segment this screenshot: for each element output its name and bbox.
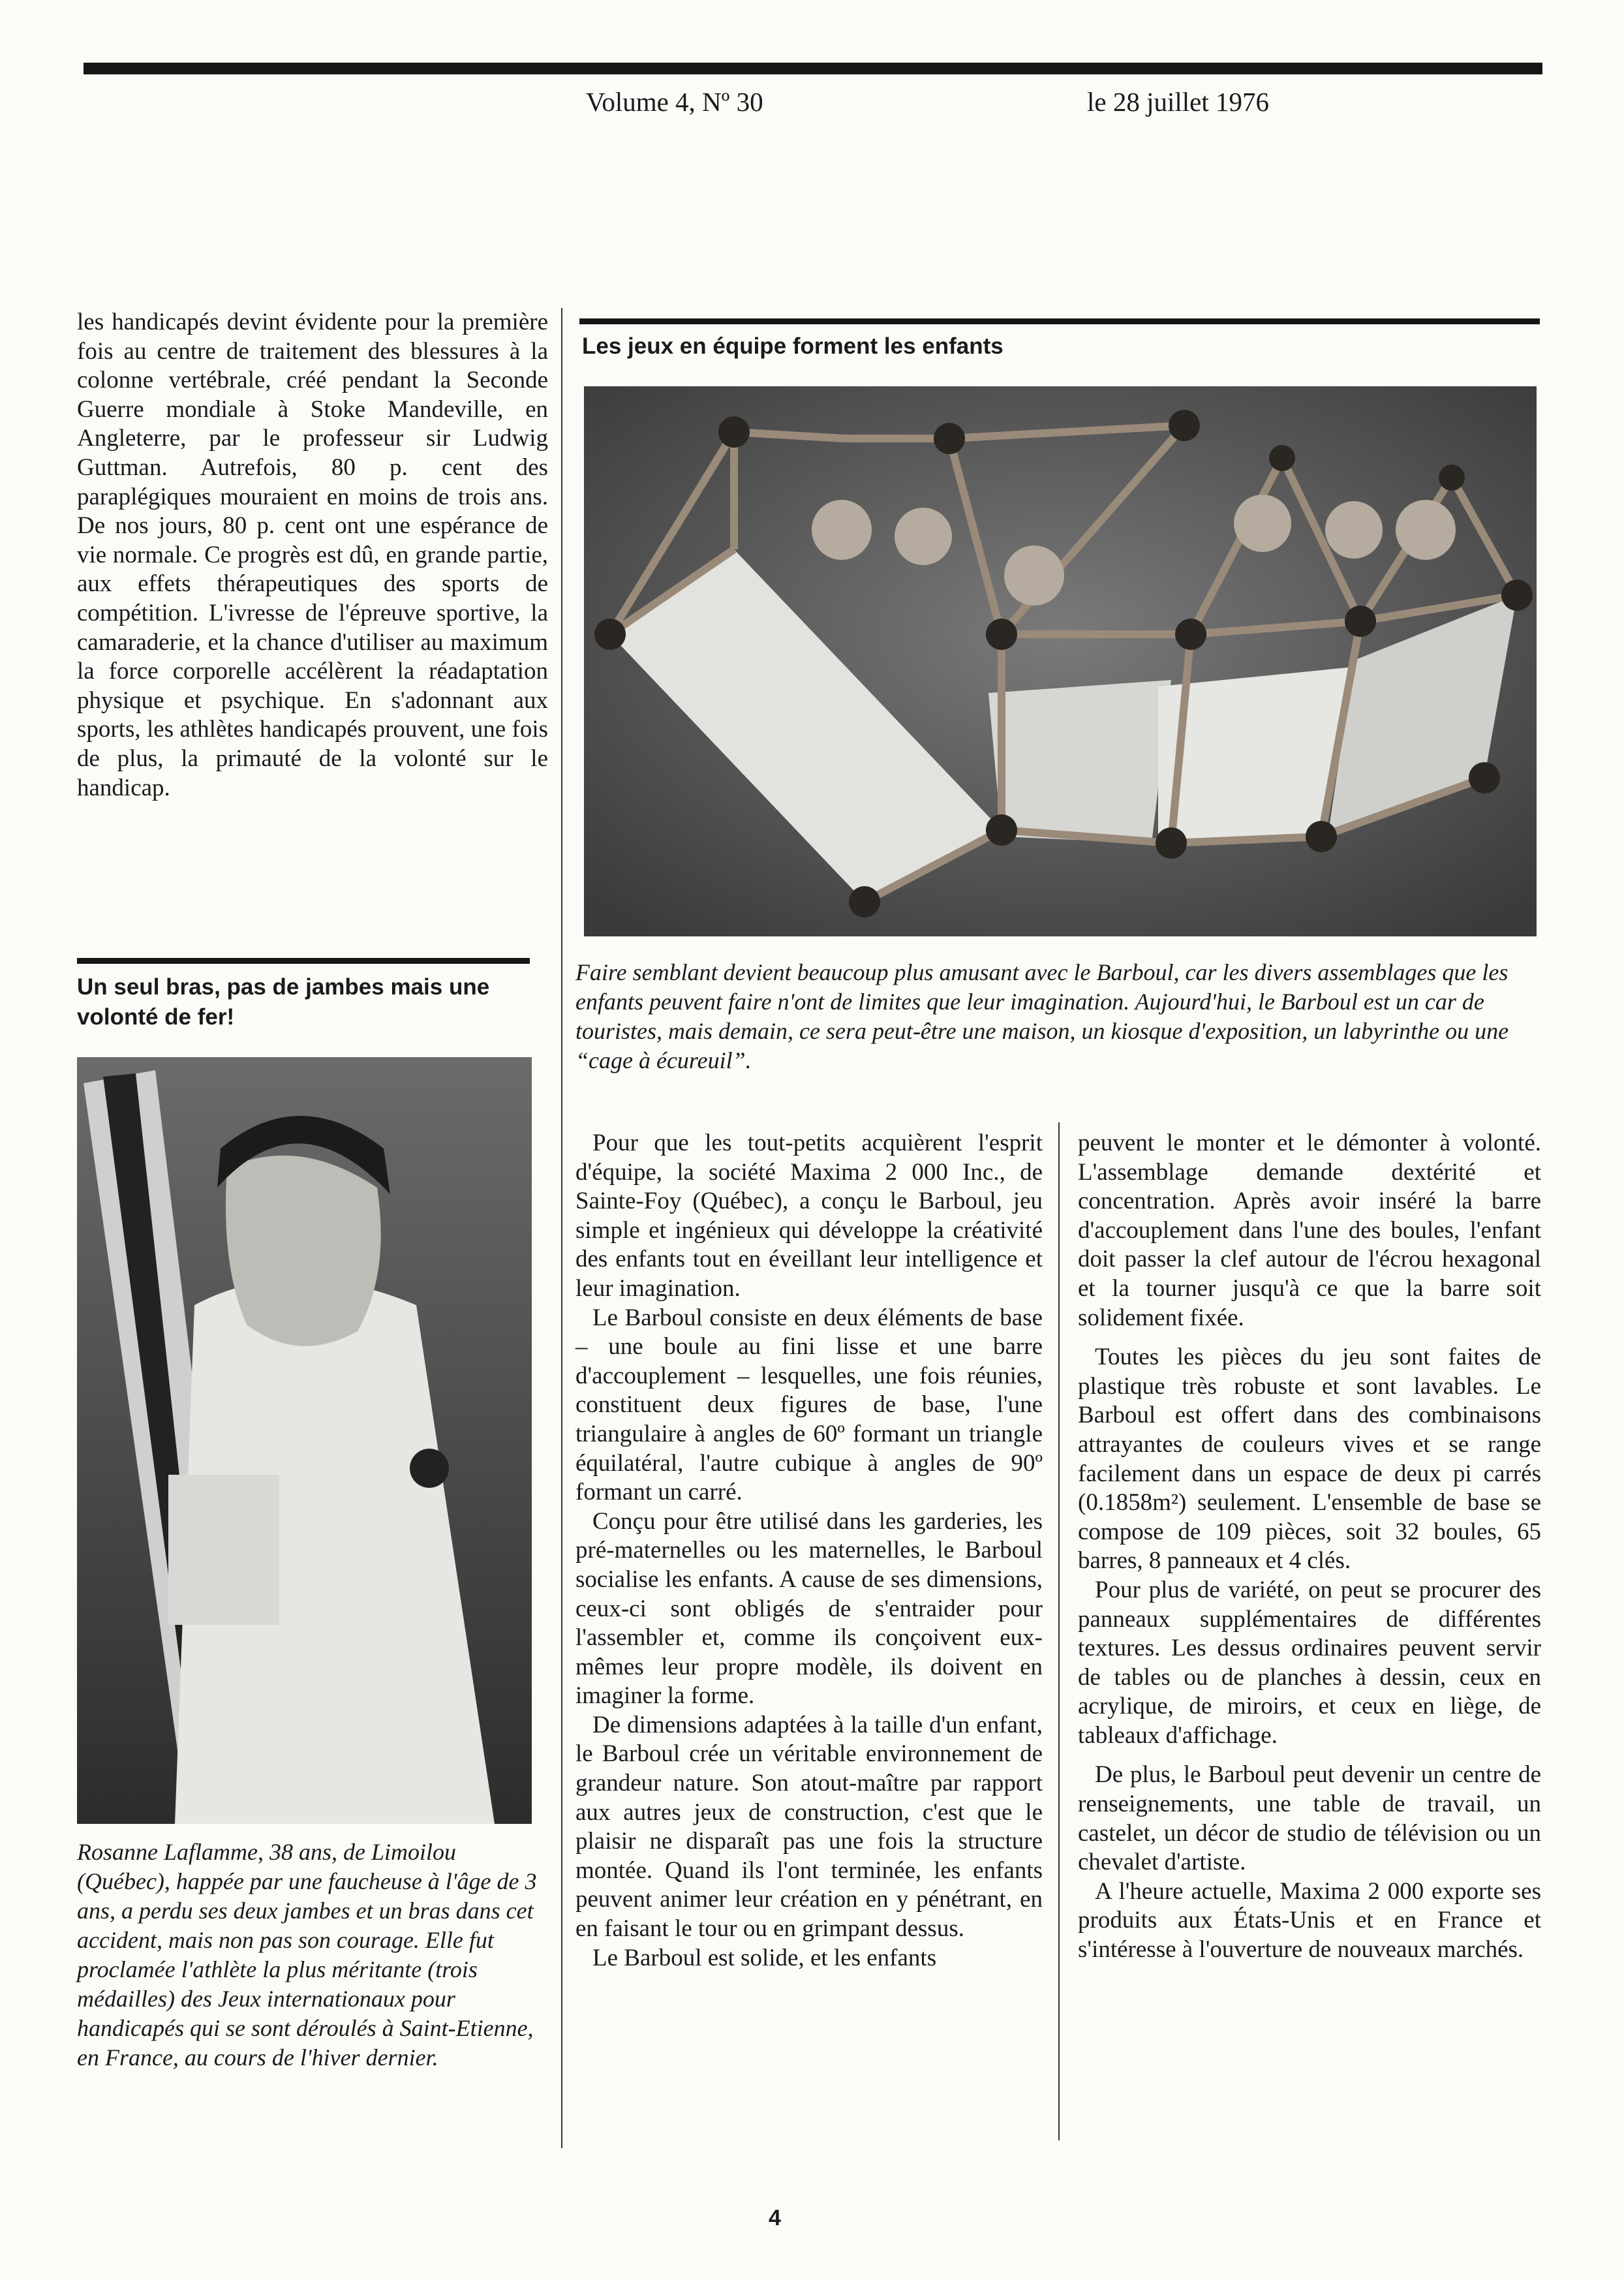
article-paragraph: De plus, le Barboul peut devenir un centre de renseignements, une table de travail, un castelet, un décor de studio de télévision ou un chevalet d'artiste.	[1078, 1761, 1541, 1876]
article-paragraph: De dimensions adaptées à la taille d'un enfant, le Barboul crée un véritable environnement de grandeur nature. Son atout-maître par rapport aux autres jeux de construction, c'est que le plaisir ne disparaît pas une fois la structure montée. Quand ils l'ont terminée, les enfants peuvent animer leur création en y pénétrant, en en faisant le tour ou en grimpant dessus.	[575, 1711, 1043, 1943]
masthead-rule	[84, 63, 1542, 74]
article-paragraph: Pour que les tout-petits acquièrent l'esprit d'équipe, la société Maxima 2 000 Inc., de Sainte-Foy (Québec), a conçu le Barboul, jeu simple et ingénieux qui développe la créativité des enfants tout en éveillant leur intelligence et leur imagination.	[575, 1130, 1043, 1302]
article-paragraph: peuvent le monter et le démonter à volonté. L'assemblage demande dextérité et concentration. Après avoir inséré la barre d'accouplement dans l'une des boules, l'enfant doit passer la clef autour de l'écrou hexagonal et la tourner jusqu'à ce que la barre soit solidement fixée.	[1078, 1130, 1541, 1331]
article-paragraph: Le Barboul consiste en deux éléments de base – une boule au fini lisse et une barre d'accouplement – lesquelles, une fois réunies, constituent deux figures de base, l'une triangulaire à angles de 60º formant un triangle équilatéral, l'autre cubique à angles de 90º formant un carré.	[575, 1304, 1043, 1506]
right-photo-caption: Faire semblant devient beaucoup plus amusant avec le Barboul, car les divers assemblages que les enfants peuvent faire n'ont de limites que leur imagination. Aujourd'hui, le Barboul est un car de touristes, mais demain, ce sera peut-être une maison, un kiosque d'exposition, un labyrinthe ou une “cage à écureuil”.	[575, 959, 1509, 1073]
inner-column-divider	[1058, 1122, 1060, 2140]
right-article-rule	[579, 318, 1540, 324]
article-paragraph: Conçu pour être utilisé dans les garderies, les pré-maternelles ou les maternelles, le Barboul socialise les enfants. A cause de ses dimensions, ceux-ci sont obligés de s'entraider pour l'assembler et, comme ils conçoivent eux-mêmes leur propre modèle, ils doivent en imaginer la forme.	[575, 1507, 1043, 1710]
left-photo-caption: Rosanne Laflamme, 38 ans, de Limoilou (Québec), happée par une faucheuse à l'âge de 3 ans, a perdu ses deux jambes et un bras dans cet accident, mais non pas son courage. Elle fut proclamée l'athlète la plus méritante (trois médailles) des Jeux internationaux pour handicapés qui se sont déroulés à Saint-Etienne, en France, au cours de l'hiver dernier.	[77, 1839, 537, 2071]
right-article-heading: Les jeux en équipe forment les enfants	[582, 333, 1004, 359]
issue-volume: Volume 4, Nº 30	[586, 87, 763, 117]
left-article-heading: Un seul bras, pas de jambes mais une volonté de fer!	[77, 974, 490, 1030]
article-column-1	[575, 1129, 1043, 1973]
left-article-rule	[77, 958, 530, 964]
article-paragraph: Toutes les pièces du jeu sont faites de plastique très robuste et sont lavables. Le Barboul est offert dans des combinaisons attrayantes de couleurs vives et se range facilement dans un espace de deux pi carrés (0.1858m²) seulement. L'ensemble de base se compose de 109 pièces, soit 32 boules, 65 barres, 8 panneaux et 4 clés.	[1078, 1344, 1541, 1575]
page-number: 4	[769, 2206, 781, 2230]
continuation-paragraph: les handicapés devint évidente pour la première fois au centre de traitement des blessures à la colonne vertébrale, créé pendant la Seconde Guerre mondiale à Stoke Mandeville, en Angleterre, par le professeur sir Ludwig Guttman. Autrefois, 80 p. cent des paraplégiques mouraient en moins de trois ans. De nos jours, 80 p. cent ont une espérance de vie normale. Ce progrès est dû, en grande partie, aux effets thérapeutiques des sports de compétition. L'ivresse de l'épreuve sportive, la camaraderie, et la chance d'utiliser au maximum la force corporelle accélèrent la réadaptation physique et psychique. En s'adonnant aux sports, les athlètes handicapés prouvent, une fois de plus, la primauté de la volonté sur le handicap.	[77, 309, 548, 801]
barboul-children-photo	[584, 386, 1537, 936]
skier-portrait-photo	[77, 1057, 532, 1824]
barboul-photo-graphic	[584, 386, 1537, 936]
article-paragraph: A l'heure actuelle, Maxima 2 000 exporte ses produits aux États-Unis et en France et s'intéresse à l'ouverture de nouveaux marchés.	[1078, 1877, 1541, 1964]
issue-date: le 28 juillet 1976	[1087, 87, 1269, 117]
article-paragraph: Pour plus de variété, on peut se procurer des panneaux supplémentaires de différentes textures. Les dessus ordinaires peuvent servir de tables ou de planches à dessin, ceux en acrylique, de miroirs, et ceux en liège, de tableaux d'affichage.	[1078, 1576, 1541, 1749]
article-paragraph: Le Barboul est solide, et les enfants	[592, 1944, 937, 1971]
article-column-2	[1078, 1129, 1541, 1965]
skier-photo-graphic	[77, 1057, 532, 1824]
column-divider	[561, 308, 562, 2148]
left-continuation-text	[77, 308, 548, 803]
